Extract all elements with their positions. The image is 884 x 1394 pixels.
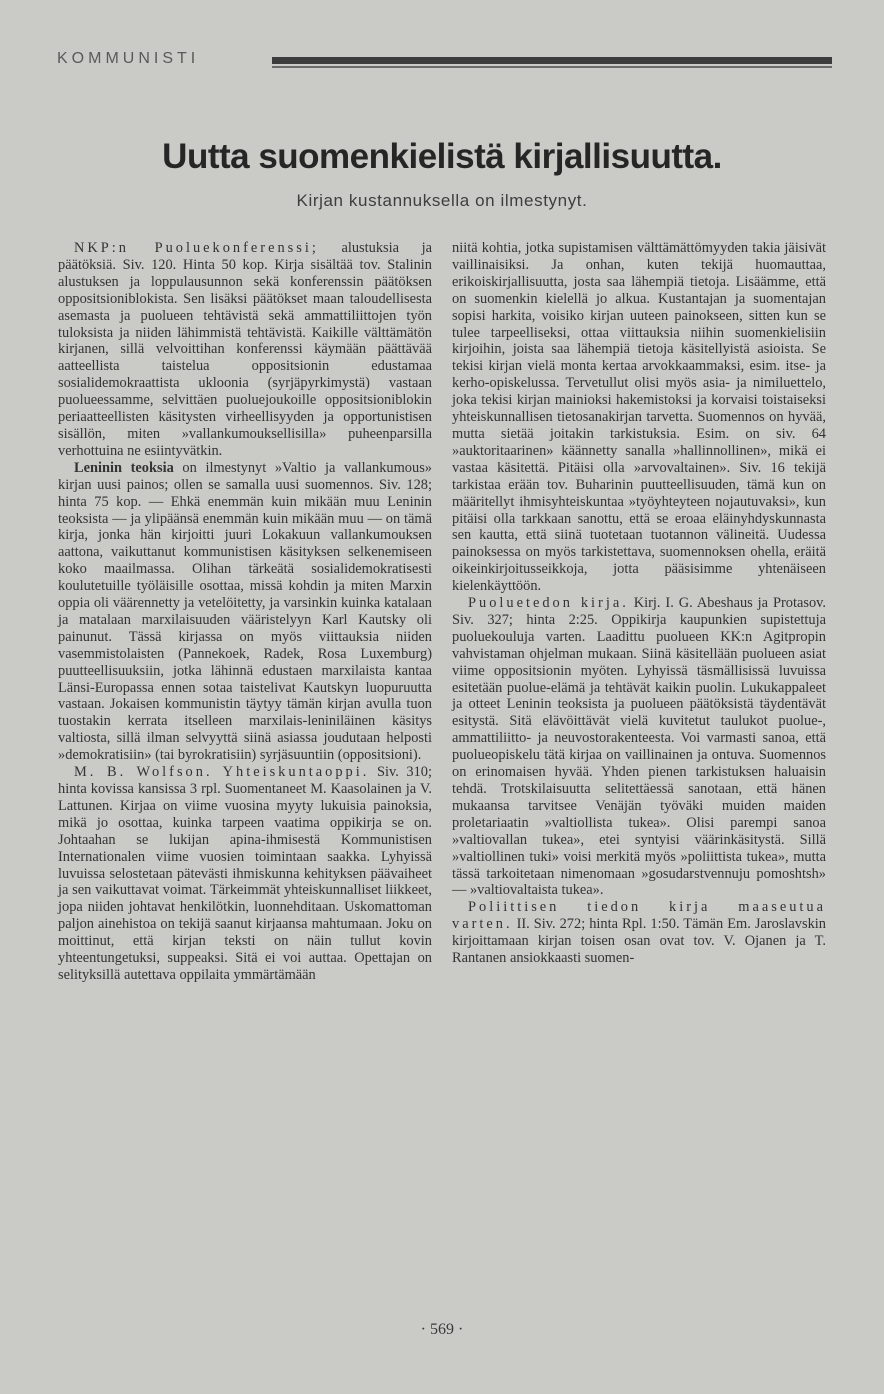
running-head: KOMMUNISTI bbox=[57, 50, 200, 67]
paragraph-lead: NKP:n Puoluekonferenssi; bbox=[74, 240, 319, 256]
page-number: · 569 · bbox=[420, 1321, 464, 1338]
paragraph-lead: Puoluetedon kirja. bbox=[468, 595, 629, 612]
paragraph-text: niitä kohtia, jotka supistamisen välttämättömyyden takia jäisivät vaillinaisiksi. Ja onhan, kuten tekijä huomauttaa, erikoiskirjallisuutta, josta saa lähempiä tietoja. Lisäämme, että on suomenkin kielellä jo alkua. Kustantajan ja suomentajan sopisi harkita, voisiko kirjan uuteen painokseen, sitten kun se tulee tarpeelliseksi, ottaa viittauksia niihin suomenkielisiin kirjoihin, joista saa lähempiä tietoja käsitellyistä asioista. Se tekisi kirjan vielä monta kertaa arvokkaammaksi, esim. itse- ja kerho-opiskelussa. Tervetullut olisi myös asia- ja nimiluettelo, joka tekisi kirjan mainioksi hakemistoksi ja korvaisi toistaiseksi yhteiskunnallisen tietosanakirjan tarvetta. Suomennos on hyvää, mutta sietää joitakin tarkistuksia. Esim. on siv. 64 »auktoritaarinen» käännetty sanalla »hallinnollinen», mikä ei vastaa käsitettä. Pitäisi olla »arvovaltainen». Siv. 16 tekijä tarkistaa erään tov. Buharinin puutteellisuuden, tämä kun on määritellyt ihmisyhteiskuntaa »työyhteyteen nojautuvaksi», kun pitäisi olla tarkkaan sanottu, että se eroaa eläinyhdyskunnasta sen kautta, että siinä tuotetaan tuotannon välineitä. Uudessa painoksessa on myös tarkistettava, suomennoksen ohella, eräitä oikeinkirjoitusseikkoja, jotta pääsisimme yhtenäiseen kielenkäyttöön. bbox=[452, 240, 826, 595]
paragraph-lead: M. B. Wolfson. Yhteiskuntaoppi. bbox=[74, 764, 370, 781]
left-column bbox=[58, 240, 432, 984]
right-column bbox=[452, 240, 826, 967]
paragraph bbox=[58, 764, 432, 984]
article-title: Uutta suomenkielistä kirjallisuutta. bbox=[162, 137, 722, 176]
header-rule-thin bbox=[272, 66, 832, 68]
paragraph-lead: Leninin teoksia bbox=[74, 459, 174, 476]
paragraph-text: II. Siv. 272; hinta Rpl. 1:50. Tämän Em. Jaroslavskin kirjoittamaan kirjan toisen osan ovat tov. V. Ojanen ja T. Rantanen ansiokkaasti suomen- bbox=[452, 916, 826, 967]
paragraph bbox=[452, 595, 826, 899]
paragraph-lead: Poliittisen tiedon kirja maaseutua varten. bbox=[452, 899, 826, 933]
article-subtitle: Kirjan kustannuksella on ilmestynyt. bbox=[296, 191, 588, 210]
paragraph-text: Kirj. I. G. Abeshaus ja Protasov. Siv. 327; hinta 2:25. Oppikirja kaupunkien supistettuja puoluekouluja varten. Laadittu puolueen KK:n Agitpropin vahvistaman ohjelman mukaan. Siinä käsitellään puolueen asiat viime oppositsionin myöten. Lyhyissä täsmällisissä luvuissa esitetään puolue-elämä ja tehtävät kaikin puolin. Lukukappaleet ja otteet Leninin teoksista ja puolueen päätöksistä täydentävät esitystä. Sitä elävöittävät vielä kuvitetut taulukot puolue-, ammattiliitto- ja neuvostorakenteesta. Voi varmasti sanoa, että puolueopiskelu tätä kirjaa on vaillinainen ja ontuva. Suomennos on erinomaisen hyvää. Yhden pienen tarkistuksen haluaisin tehdä. Trotskilaisuutta selitettäessä sanotaan, että hänen mukaansa tarvitsee Venäjän työväki muiden maiden proletariaatin »valtiollista tukea». Olisi parempi sanoa »valtiovallan tukea», etei syntyisi väärinkäsitystä. Sillä »valtiollinen tuki» voisi merkitä myös »poliittista tukea», mutta tässä tarkoitetaan nimenomaan »gosudarstvennuju pomoshtsh» — »valtiovaltaista tukea». bbox=[452, 595, 826, 899]
paragraph-text: Siv. 310; hinta kovissa kansissa 3 rpl. Suomentaneet M. Kaasolainen ja V. Lattunen. Kirjaa on viime vuosina myyty lukuisia painoksia, mikä jo osottaa, kuinka tarpeen vaatima oppikirja se on. Johtaahan se lukijan apina-ihmisestä Kommunistisen Internationalen viime vuosien toimintaan saakka. Lyhyissä luvuissa selostetaan pätevästi ihmiskunna kehityksen päävaiheet ja sen vaikuttavat voimat. Tärkeimmät yhteiskunnalliset liikkeet, jopa niiden johtavat henkilötkin, luonnehditaan. Uskomattoman paljon ainehistoa on tekijä saanut kirjaansa mahtumaan. Joku on moittinut, että kirjan teksti on näin tullut kovin yhteentungetuksi, suppeaksi. Sitä ei voi auttaa. Opettajan on selityksillä autettava oppilaita ymmärtämään bbox=[58, 764, 432, 983]
paragraph-text: on ilmestynyt »Valtio ja vallankumous» kirjan uusi painos; ollen se samalla uusi suomennos. Siv. 128; hinta 75 kop. — Ehkä enemmän kuin mikään muu Leninin teoksista — ja ylipäänsä enemmän kuin mikään muu — on tämä kirja, jonka hän kirjoitti juuri Lokakuun vallankumouksen aattona, vaikuttanut kommunistisen käsityksen selkenemiseen koko maailmassa. Olihan tärkeätä sosialidemokratisesti koulutetuille työläisille osottaa, missä kohdin ja miten Marxin oppia oli väärennetty ja vetelöitetty, ja varsinkin kuinka katalaan ja matalaan marxilaisuuden vääristelyyn Karl Kautsky oli painunut. Tässä kirjassa on myös viittauksia niiden vasemmistolaisten (Pannekoek, Radek, Rosa Luxemburg) puutteellisuuksiin, jotka lähinnä edustaen marxilaista kantaa Länsi-Europassa ennen sotaa taistelivat Kautskyn luopuruutta vastaan. Jokaisen kommunistin täytyy tämän kirjan avulla tuon tuostakin kerrata itselleen marxilais-leniniläinen käsitys valtiosta, sillä ilman selvyyttä siinä asiassa joudutaan helposti »demokratisiin» (tai byrokratisiin) syrjäsuuntiin (oppositsioni). bbox=[58, 459, 432, 764]
paragraph bbox=[452, 240, 826, 595]
paragraph bbox=[58, 460, 432, 764]
paragraph bbox=[452, 899, 826, 967]
paragraph bbox=[58, 240, 432, 460]
header-rule bbox=[272, 57, 832, 64]
paragraph-text: alustuksia ja päätöksiä. Siv. 120. Hinta 50 kop. Kirja sisältää tov. Stalinin alustuksen ja loppulausunnon sekä konferenssin päätöksen oppositsioniblokista. Sen lisäksi päätökset maan taloudellisesta asemasta ja puolueen tehtävistä sekä ammattiliittojen työn tuloksista ja niiden lähimmistä tehtävistä. Kaikille välttämätön kirjanen, sillä velvoittihan konferenssi käymään päättävää aatteellista taistelua oppositsionin edustamaa sosialidemokraattista ukloonia (syrjäpyrkimystä) vastaan puolueessamme, selvittäen puoluejoukoille oppositsioniblokin periaatteellisten käsitysten virheellisyyden ja opportunistisen sisällön, miten »vallankumouksellisilla» puheenparsilla verhottuina ne esiintyvätkin. bbox=[58, 240, 432, 459]
